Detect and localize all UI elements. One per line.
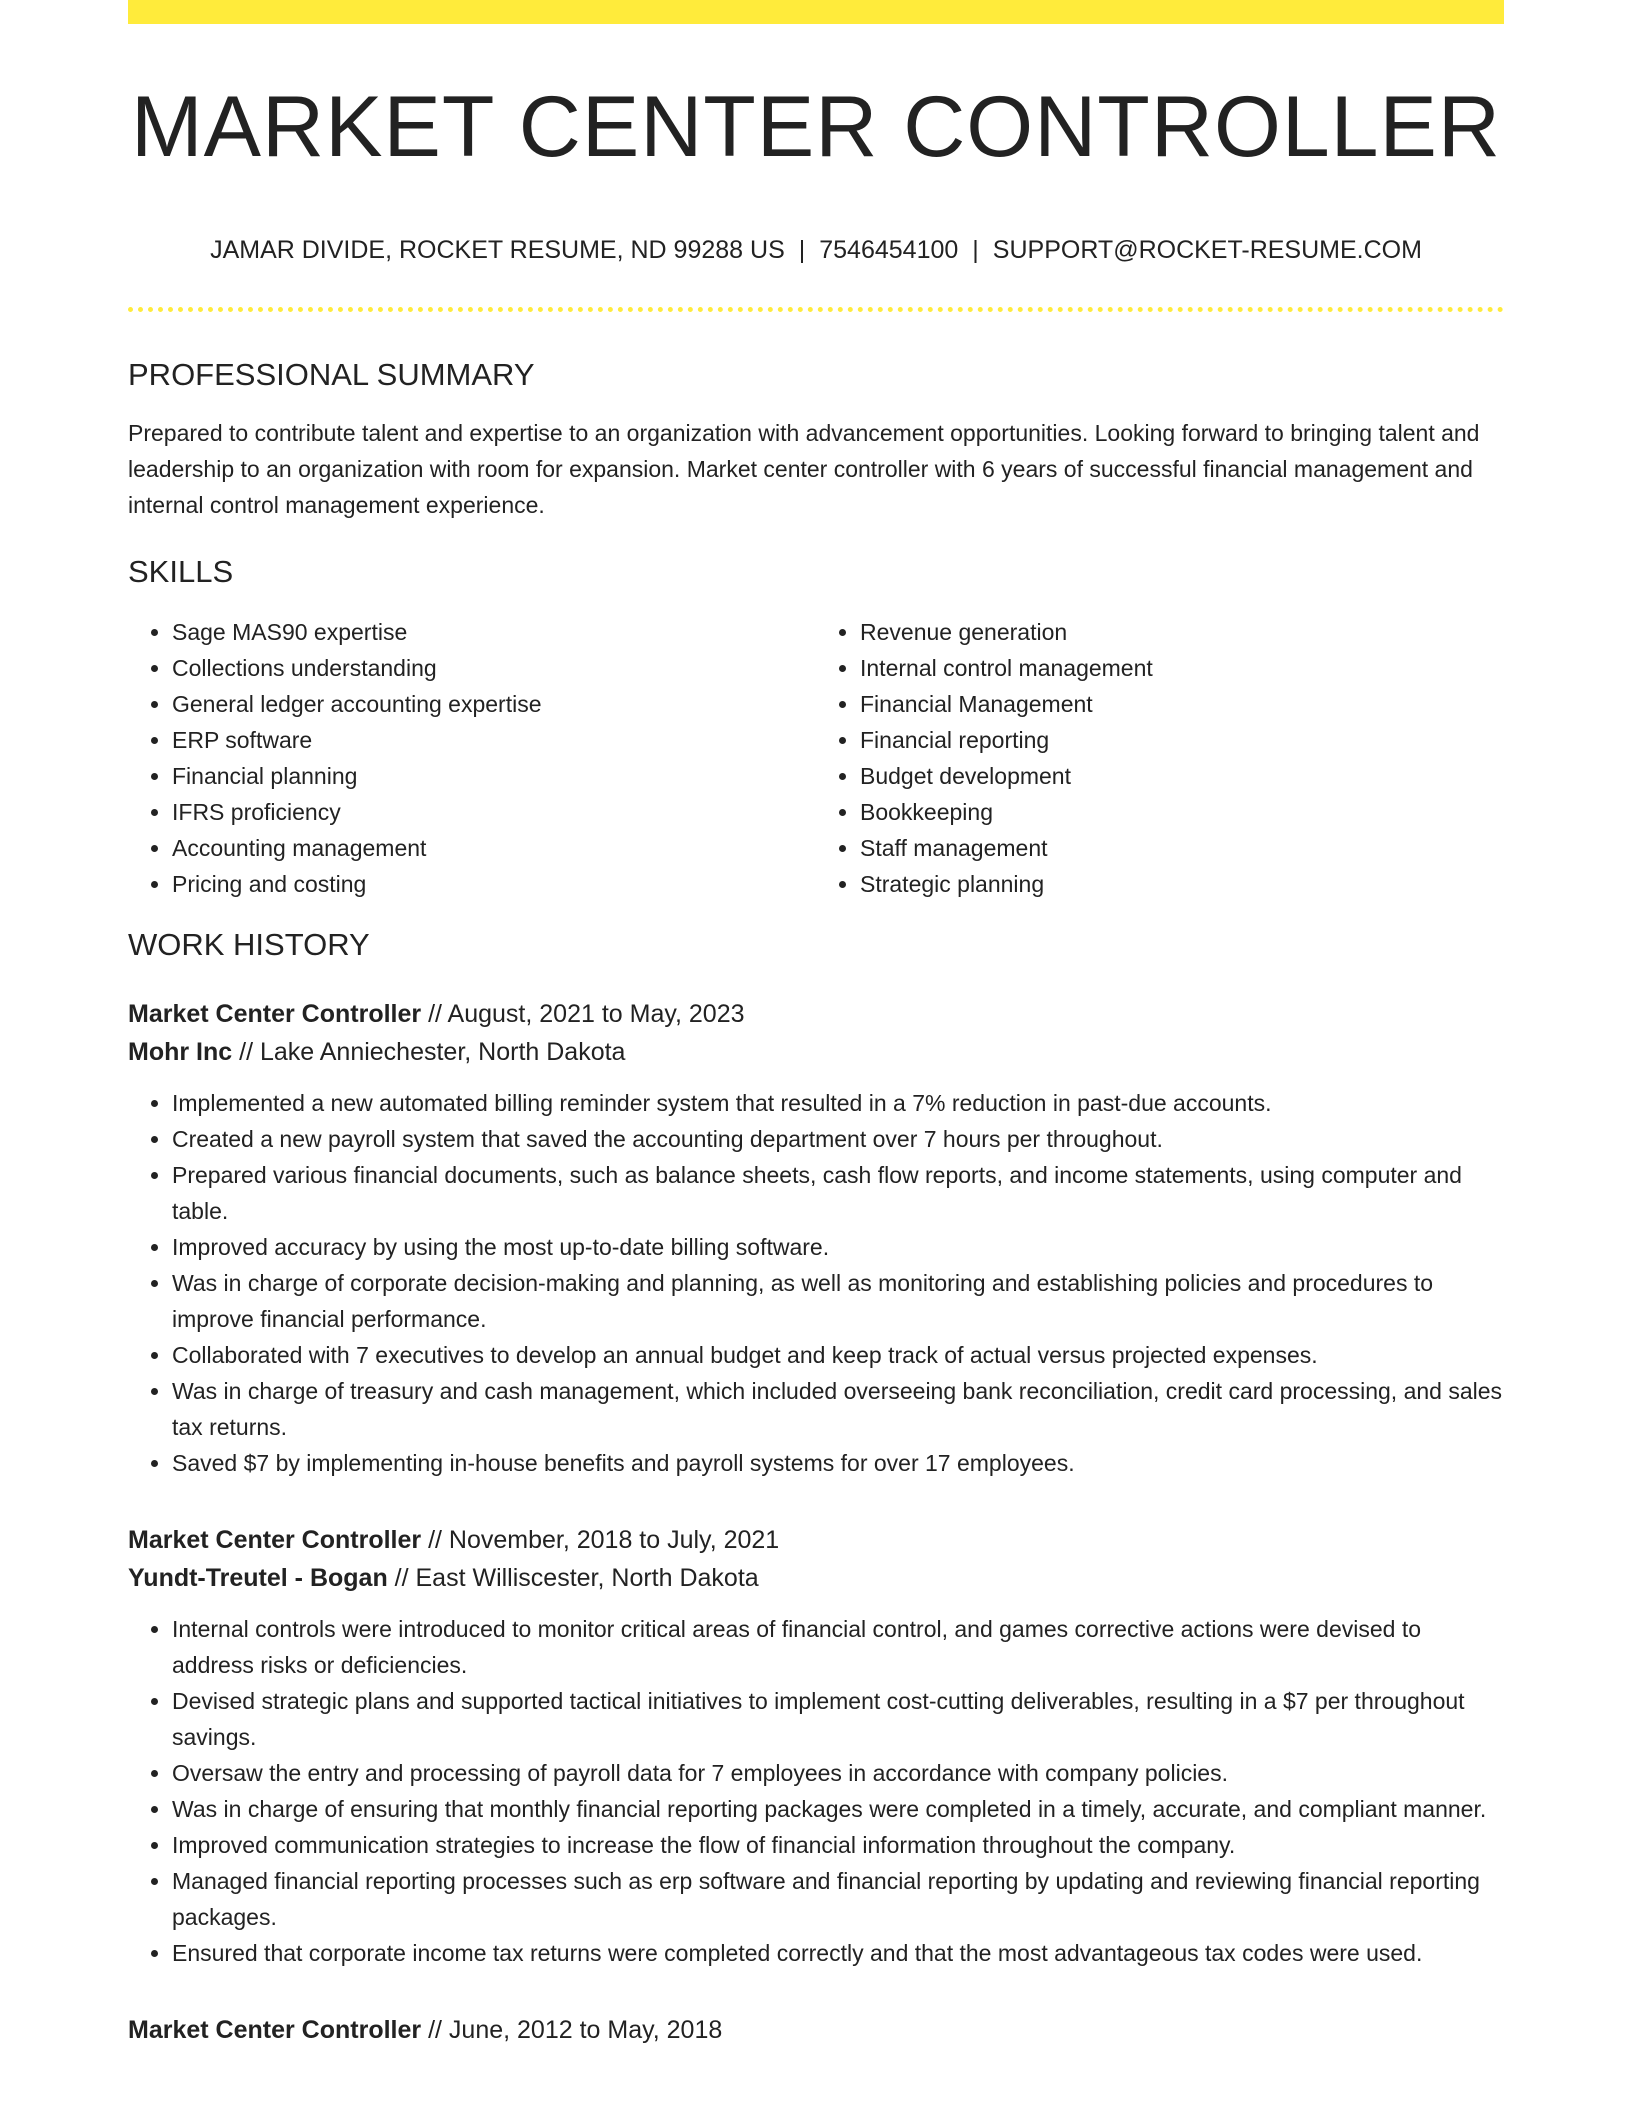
- job-bullet: • Implemented a new automated billing reminder system that resulted in a 7% reduction in past-due accounts.: [172, 1085, 1504, 1121]
- skills-list-left: [128, 614, 816, 902]
- contact-separator: |: [798, 235, 806, 264]
- skill-item: • IFRS proficiency: [172, 794, 816, 830]
- summary-text: Prepared to contribute talent and expertise to an organization with advancement opportunities. Looking forward to bringing talent and leadership to an organization with room for expansion. Market center controller with 6 years of successful financial management and internal control management experience.: [128, 419, 1480, 518]
- skill-item: • Budget development: [860, 758, 1504, 794]
- job-company: Mohr Inc: [128, 1038, 233, 1067]
- job-bullet: • Was in charge of corporate decision-making and planning, as well as monitoring and establishing policies and procedures to improve financial performance.: [172, 1265, 1504, 1337]
- dotted-divider: [128, 307, 1504, 312]
- job-bullet: • Internal controls were introduced to monitor critical areas of financial control, and games corrective actions were devised to address risks or deficiencies.: [172, 1611, 1504, 1683]
- skill-item: • Pricing and costing: [172, 866, 816, 902]
- skill-item: • Accounting management: [172, 830, 816, 866]
- contact-phone: 7546454100: [819, 235, 959, 264]
- accent-top-bar: [128, 0, 1504, 24]
- job-bullet: • Was in charge of ensuring that monthly financial reporting packages were completed in a timely, accurate, and compliant manner.: [172, 1791, 1504, 1827]
- job-title: Market Center Controller: [128, 1526, 422, 1555]
- contact-email: SUPPORT@ROCKET-RESUME.COM: [992, 235, 1422, 264]
- skill-item: • Financial Management: [860, 686, 1504, 722]
- job-bullet: • Improved accuracy by using the most up-to-date billing software.: [172, 1229, 1504, 1265]
- job-location: // East Williscester, North Dakota: [394, 1564, 759, 1593]
- contact-address: JAMAR DIVIDE, ROCKET RESUME, ND 99288 US: [210, 235, 785, 264]
- job-title: Market Center Controller: [128, 2016, 422, 2045]
- skill-item: • Revenue generation: [860, 614, 1504, 650]
- job-title-line: [128, 1521, 1504, 1559]
- skills-heading: SKILLS: [128, 553, 234, 589]
- work-history-heading: WORK HISTORY: [128, 926, 370, 962]
- job-title: Market Center Controller: [128, 1000, 422, 1029]
- job-entry: [128, 995, 1504, 1481]
- job-bullet: • Created a new payroll system that saved the accounting department over 7 hours per throughout.: [172, 1121, 1504, 1157]
- job-bullet: • Ensured that corporate income tax returns were completed correctly and that the most advantageous tax codes were used.: [172, 1935, 1504, 1971]
- resume-content: [128, 0, 1504, 2049]
- job-bullet: • Oversaw the entry and processing of payroll data for 7 employees in accordance with company policies.: [172, 1755, 1504, 1791]
- job-title-line: [128, 2011, 1504, 2049]
- job-company-line: [128, 1033, 1504, 1071]
- resume-title: MARKET CENTER CONTROLLER: [131, 79, 1501, 175]
- job-location: // Lake Anniechester, North Dakota: [239, 1038, 626, 1067]
- job-bullet: • Collaborated with 7 executives to develop an annual budget and keep track of actual versus projected expenses.: [172, 1337, 1504, 1373]
- skill-item: • Sage MAS90 expertise: [172, 614, 816, 650]
- skill-item: • Internal control management: [860, 650, 1504, 686]
- skill-item: • ERP software: [172, 722, 816, 758]
- job-bullet: • Was in charge of treasury and cash management, which included overseeing bank reconciliation, credit card processing, and sales tax returns.: [172, 1373, 1504, 1445]
- job-company-line: [128, 1559, 1504, 1597]
- job-entry: [128, 1521, 1504, 1971]
- skill-item: • Strategic planning: [860, 866, 1504, 902]
- skill-item: • Bookkeeping: [860, 794, 1504, 830]
- job-dates: // November, 2018 to July, 2021: [428, 1526, 780, 1555]
- job-dates: // June, 2012 to May, 2018: [428, 2016, 723, 2045]
- job-bullet: • Saved $7 by implementing in-house benefits and payroll systems for over 17 employees.: [172, 1445, 1504, 1481]
- job-bullets: [128, 1085, 1504, 1481]
- job-dates: // August, 2021 to May, 2023: [428, 1000, 745, 1029]
- summary-heading: PROFESSIONAL SUMMARY: [128, 356, 535, 392]
- job-entry: [128, 2011, 1504, 2049]
- job-bullet: • Devised strategic plans and supported tactical initiatives to implement cost-cutting deliverables, resulting in a $7 per throughout savings.: [172, 1683, 1504, 1755]
- contact-separator: |: [972, 235, 979, 264]
- job-company: Yundt-Treutel - Bogan: [128, 1564, 388, 1593]
- skills-list-right: [816, 614, 1504, 902]
- skill-item: • Collections understanding: [172, 650, 816, 686]
- skills-grid: [128, 614, 1504, 902]
- job-bullets: [128, 1611, 1504, 1971]
- skill-item: • Staff management: [860, 830, 1504, 866]
- job-bullet: • Improved communication strategies to increase the flow of financial information throughout the company.: [172, 1827, 1504, 1863]
- job-title-line: [128, 995, 1504, 1033]
- contact-line: [128, 235, 1504, 265]
- skill-item: • Financial planning: [172, 758, 816, 794]
- skill-item: • General ledger accounting expertise: [172, 686, 816, 722]
- job-bullet: • Managed financial reporting processes such as erp software and financial reporting by updating and reviewing financial reporting packages.: [172, 1863, 1504, 1935]
- skill-item: • Financial reporting: [860, 722, 1504, 758]
- job-bullet: • Prepared various financial documents, such as balance sheets, cash flow reports, and income statements, using computer and table.: [172, 1157, 1504, 1229]
